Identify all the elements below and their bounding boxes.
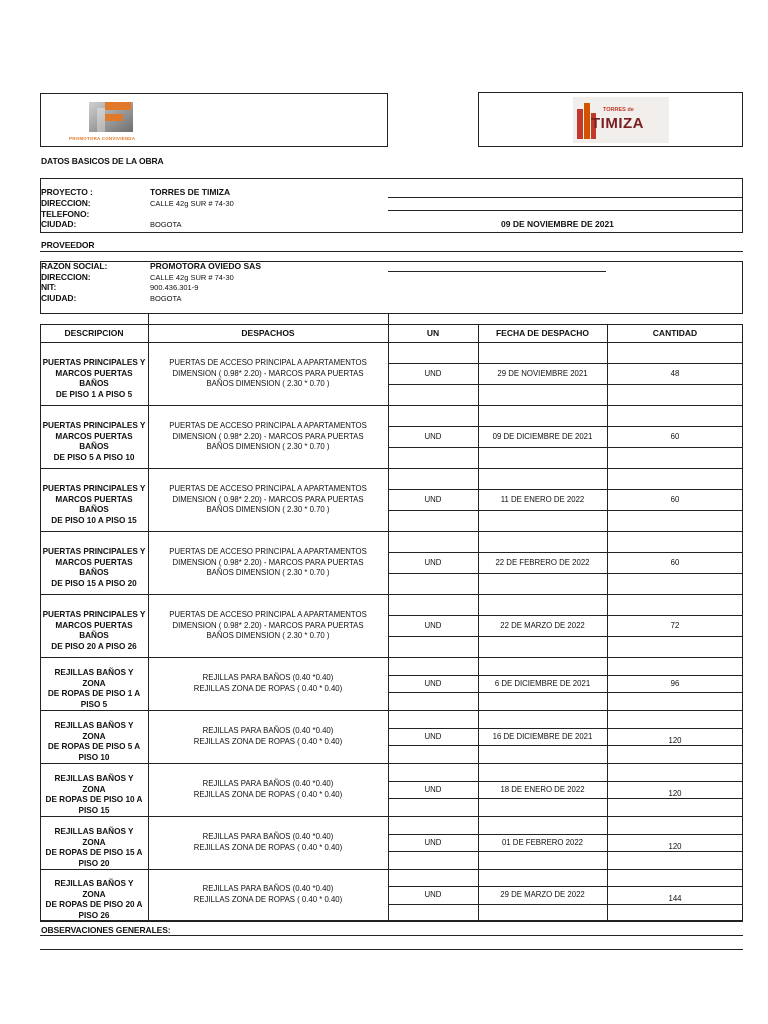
description-line: DE PISO 5 A PISO 10 — [53, 452, 135, 462]
row-quantity: 60 — [670, 558, 680, 567]
row-unit: UND — [424, 495, 442, 504]
left-logo-box — [40, 93, 388, 147]
row-unit: UND — [424, 679, 442, 688]
row-dispatch-date: 18 DE ENERO DE 2022 — [500, 785, 585, 794]
provider-info-block — [40, 261, 743, 314]
row-despacho — [150, 832, 386, 853]
description-line: DE ROPAS DE PISO 20 A — [45, 900, 143, 909]
row-dispatch-date: 11 DE ENERO DE 2022 — [500, 495, 585, 504]
description-line: PISO 10 — [78, 752, 110, 762]
left-logo-caption: PROMOTORA CONVIVIENDA — [69, 136, 136, 141]
label-telefono: TELEFONO: — [41, 209, 90, 219]
project-city: BOGOTA — [150, 220, 182, 229]
despacho-line: DIMENSION ( 0.98* 2.20) - MARCOS PARA PUERTAS — [172, 431, 364, 441]
provider-title: PROVEEDOR — [41, 240, 95, 250]
description-line: REJILLAS BAÑOS Y ZONA — [54, 774, 134, 794]
description-line: DE PISO 20 A PISO 26 — [51, 641, 137, 651]
description-line: PUERTAS PRINCIPALES Y — [42, 358, 146, 367]
description-line: DE PISO 1 A PISO 5 — [55, 389, 133, 399]
project-name: TORRES DE TIMIZA — [150, 187, 231, 197]
description-line: REJILLAS BAÑOS Y ZONA — [54, 827, 134, 847]
timiza-logo-main: TIMIZA — [591, 115, 644, 132]
row-unit: UND — [424, 785, 442, 794]
row-quantity: 120 — [668, 789, 682, 798]
despacho-line: BAÑOS DIMENSION ( 2.30 * 0.70 ) — [206, 568, 330, 578]
project-address: CALLE 42g SUR # 74-30 — [150, 199, 234, 208]
description-line: DE PISO 10 A PISO 15 — [51, 515, 137, 525]
row-description — [42, 774, 146, 816]
row-despacho — [150, 547, 386, 579]
project-date: 09 DE NOVIEMBRE DE 2021 — [501, 219, 614, 229]
provider-address: CALLE 42g SUR # 74-30 — [150, 273, 234, 282]
despacho-line: BAÑOS DIMENSION ( 2.30 * 0.70 ) — [206, 631, 330, 641]
description-line: DE ROPAS DE PISO 5 A — [47, 742, 141, 751]
despacho-line: DIMENSION ( 0.98* 2.20) - MARCOS PARA PUERTAS — [172, 557, 364, 567]
row-dispatch-date: 01 DE FEBRERO 2022 — [501, 838, 584, 847]
row-despacho — [150, 484, 386, 516]
description-line: MARCOS PUERTAS BAÑOS — [55, 368, 133, 388]
row-quantity: 60 — [670, 432, 680, 441]
despacho-line: PUERTAS DE ACCESO PRINCIPAL A APARTAMENTOS — [169, 484, 367, 493]
provider-nit: 900.436.301-9 — [150, 283, 199, 292]
row-dispatch-date: 22 DE MARZO DE 2022 — [500, 621, 585, 630]
despacho-line: PUERTAS DE ACCESO PRINCIPAL A APARTAMENTOS — [169, 610, 367, 619]
despacho-line: BAÑOS DIMENSION ( 2.30 * 0.70 ) — [206, 379, 330, 389]
description-line: PUERTAS PRINCIPALES Y — [42, 421, 146, 430]
description-line: DE PISO 15 A PISO 20 — [51, 578, 137, 588]
table-header-cell: FECHA DE DESPACHO — [495, 328, 590, 338]
table-header-cell: CANTIDAD — [652, 328, 698, 338]
description-line: MARCOS PUERTAS BAÑOS — [55, 620, 133, 640]
despacho-line: REJILLAS ZONA DE ROPAS ( 0.40 * 0.40) — [193, 736, 343, 746]
row-unit: UND — [424, 558, 442, 567]
description-line: DE ROPAS DE PISO 1 A — [47, 689, 141, 698]
timiza-logo-top: TORRES de — [603, 107, 634, 113]
description-line: DE ROPAS DE PISO 15 A — [45, 848, 143, 857]
row-quantity: 48 — [670, 369, 680, 378]
description-line: PUERTAS PRINCIPALES Y — [42, 547, 146, 556]
label-provider-direccion: DIRECCION: — [41, 272, 91, 282]
row-description — [42, 484, 146, 526]
row-quantity: 144 — [668, 894, 682, 903]
row-unit: UND — [424, 432, 442, 441]
despacho-line: PUERTAS DE ACCESO PRINCIPAL A APARTAMENTOS — [169, 421, 367, 430]
table-header-cell: DESPACHOS — [241, 328, 295, 338]
row-quantity: 120 — [668, 842, 682, 851]
despacho-line: DIMENSION ( 0.98* 2.20) - MARCOS PARA PUERTAS — [172, 368, 364, 378]
description-line: PISO 20 — [78, 858, 110, 868]
label-proyecto: PROYECTO : — [41, 187, 93, 197]
despacho-line: REJILLAS PARA BAÑOS (0.40 *0.40) — [202, 726, 334, 735]
row-description — [42, 668, 146, 710]
label-direccion: DIRECCION: — [41, 198, 91, 208]
promotora-logo-icon — [85, 100, 155, 136]
row-despacho — [150, 726, 386, 747]
row-despacho — [150, 884, 386, 905]
row-unit: UND — [424, 890, 442, 899]
label-razon-social: RAZON SOCIAL: — [41, 261, 108, 271]
label-provider-ciudad: CIUDAD: — [41, 293, 77, 303]
row-despacho — [150, 610, 386, 642]
despacho-line: DIMENSION ( 0.98* 2.20) - MARCOS PARA PUERTAS — [172, 494, 364, 504]
table-header-cell: DESCRIPCION — [64, 328, 124, 338]
row-unit: UND — [424, 621, 442, 630]
description-line: REJILLAS BAÑOS Y ZONA — [54, 879, 134, 899]
column-divider — [148, 324, 149, 921]
despacho-line: REJILLAS PARA BAÑOS (0.40 *0.40) — [202, 673, 334, 682]
description-line: MARCOS PUERTAS BAÑOS — [55, 494, 133, 514]
row-quantity: 120 — [668, 736, 682, 745]
row-description — [42, 879, 146, 921]
provider-name: PROMOTORA OVIEDO SAS — [150, 261, 261, 271]
table-header-cell: UN — [426, 328, 440, 338]
despacho-line: REJILLAS PARA BAÑOS (0.40 *0.40) — [202, 832, 334, 841]
row-despacho — [150, 421, 386, 453]
row-quantity: 72 — [670, 621, 680, 630]
row-dispatch-date: 29 DE MARZO DE 2022 — [500, 890, 585, 899]
despacho-line: REJILLAS ZONA DE ROPAS ( 0.40 * 0.40) — [193, 789, 343, 799]
description-line: MARCOS PUERTAS BAÑOS — [55, 557, 133, 577]
timiza-logo — [573, 97, 669, 143]
despacho-line: PUERTAS DE ACCESO PRINCIPAL A APARTAMENTOS — [169, 547, 367, 556]
despacho-line: REJILLAS ZONA DE ROPAS ( 0.40 * 0.40) — [193, 842, 343, 852]
project-info-block — [40, 178, 743, 233]
description-line: PUERTAS PRINCIPALES Y — [42, 484, 146, 493]
row-description — [42, 421, 146, 463]
row-quantity: 96 — [670, 679, 680, 688]
row-despacho — [150, 779, 386, 800]
right-logo-box — [478, 92, 743, 147]
label-nit: NIT: — [41, 282, 57, 292]
description-line: PISO 26 — [78, 910, 110, 920]
observations-label: OBSERVACIONES GENERALES: — [41, 925, 171, 935]
despacho-line: BAÑOS DIMENSION ( 2.30 * 0.70 ) — [206, 505, 330, 515]
description-line: MARCOS PUERTAS BAÑOS — [55, 431, 133, 451]
description-line: PISO 5 — [80, 699, 108, 709]
row-description — [42, 610, 146, 652]
section-title: DATOS BASICOS DE LA OBRA — [41, 156, 164, 166]
despacho-line: REJILLAS PARA BAÑOS (0.40 *0.40) — [202, 779, 334, 788]
row-description — [42, 547, 146, 589]
description-line: DE ROPAS DE PISO 10 A — [45, 795, 143, 804]
row-despacho — [150, 673, 386, 694]
despacho-line: REJILLAS ZONA DE ROPAS ( 0.40 * 0.40) — [193, 894, 343, 904]
despacho-line: REJILLAS ZONA DE ROPAS ( 0.40 * 0.40) — [193, 683, 343, 693]
row-description — [42, 721, 146, 763]
row-unit: UND — [424, 838, 442, 847]
description-line: REJILLAS BAÑOS Y ZONA — [54, 721, 134, 741]
row-dispatch-date: 09 DE DICIEMBRE DE 2021 — [492, 432, 593, 441]
row-dispatch-date: 6 DE DICIEMBRE DE 2021 — [494, 679, 591, 688]
row-description — [42, 358, 146, 400]
row-dispatch-date: 29 DE NOVIEMBRE 2021 — [497, 369, 588, 378]
description-line: REJILLAS BAÑOS Y ZONA — [54, 668, 134, 688]
row-dispatch-date: 16 DE DICIEMBRE DE 2021 — [492, 732, 593, 741]
despacho-line: REJILLAS PARA BAÑOS (0.40 *0.40) — [202, 884, 334, 893]
provider-city: BOGOTA — [150, 294, 182, 303]
row-description — [42, 827, 146, 869]
despacho-line: PUERTAS DE ACCESO PRINCIPAL A APARTAMENTOS — [169, 358, 367, 367]
row-unit: UND — [424, 369, 442, 378]
row-unit: UND — [424, 732, 442, 741]
row-dispatch-date: 22 DE FEBRERO DE 2022 — [495, 558, 590, 567]
row-quantity: 60 — [670, 495, 680, 504]
row-despacho — [150, 358, 386, 390]
despacho-line: BAÑOS DIMENSION ( 2.30 * 0.70 ) — [206, 442, 330, 452]
description-line: PISO 15 — [78, 805, 110, 815]
description-line: PUERTAS PRINCIPALES Y — [42, 610, 146, 619]
label-ciudad: CIUDAD: — [41, 219, 77, 229]
despacho-line: DIMENSION ( 0.98* 2.20) - MARCOS PARA PUERTAS — [172, 620, 364, 630]
